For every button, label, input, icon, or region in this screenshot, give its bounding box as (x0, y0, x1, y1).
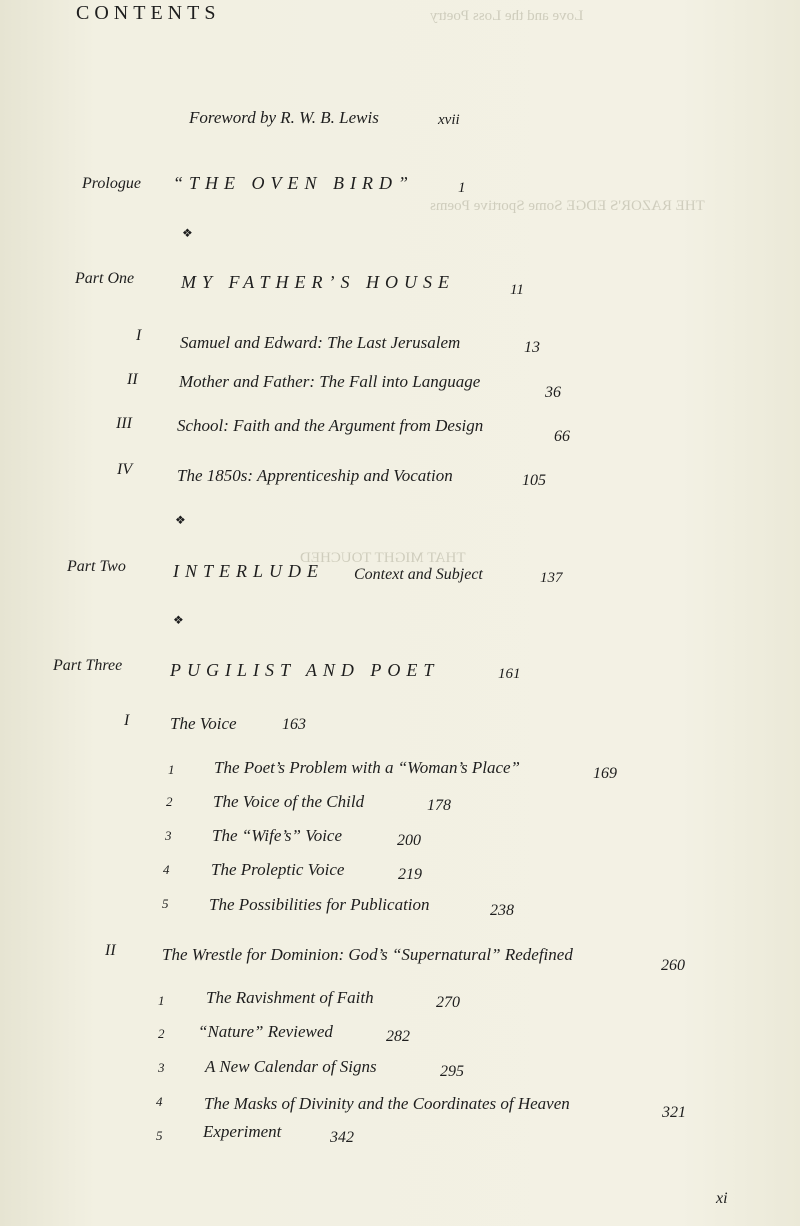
chapter-title: Mother and Father: The Fall into Language (179, 372, 481, 391)
section-page: 270 (436, 994, 460, 1011)
section-page: 321 (662, 1104, 686, 1121)
part-two-label: Part Two (67, 558, 126, 575)
section-title: The “Wife’s” Voice (212, 826, 343, 845)
section-ornament: ❖ (175, 513, 186, 527)
foreword-entry: Foreword by R. W. B. Lewis (189, 108, 379, 127)
section-page: 178 (427, 797, 451, 814)
prologue-label: Prologue (82, 175, 141, 192)
section-title: The Voice of the Child (213, 792, 365, 811)
part-two-subtitle: Context and Subject (354, 566, 483, 583)
section-number: 3 (165, 828, 172, 843)
chapter-number: I (124, 712, 130, 729)
section-title: A New Calendar of Signs (205, 1057, 377, 1076)
section-ornament: ❖ (182, 226, 193, 240)
chapter-title: The 1850s: Apprenticeship and Vocation (177, 466, 453, 485)
section-number: 3 (158, 1060, 165, 1075)
chapter-number: II (127, 371, 138, 388)
section-page: 342 (330, 1129, 354, 1146)
foreword-page: xvii (438, 112, 460, 128)
part-one-title: MY FATHER’S HOUSE (181, 272, 455, 292)
chapter-number: III (116, 415, 132, 432)
chapter-page: 13 (524, 339, 540, 356)
section-number: 2 (158, 1026, 165, 1041)
section-number: 5 (156, 1128, 163, 1143)
part-two-title: INTERLUDE (173, 561, 325, 581)
part-one-page: 11 (510, 282, 524, 298)
chapter-number: I (136, 327, 142, 344)
section-page: 238 (490, 902, 514, 919)
section-title: Experiment (203, 1122, 282, 1141)
chapter-number: IV (117, 461, 133, 478)
chapter-page: 36 (545, 384, 561, 401)
prologue-page: 1 (458, 180, 466, 196)
prologue-title: “THE OVEN BIRD” (173, 173, 415, 193)
chapter-title: Samuel and Edward: The Last Jerusalem (180, 333, 461, 352)
contents-heading: CONTENTS (76, 2, 221, 24)
section-title: The Proleptic Voice (211, 860, 345, 879)
part-one-label: Part One (75, 270, 135, 287)
bleed-through-text: THE RAZOR'S EDGE Some Sportive Poems (430, 198, 705, 214)
chapter-title: The Voice (170, 714, 237, 733)
section-title: The Possibilities for Publication (209, 895, 430, 914)
chapter-title: The Wrestle for Dominion: God’s “Supernatural” Redefined (162, 945, 573, 964)
chapter-page: 163 (282, 716, 306, 733)
part-two-page: 137 (540, 570, 563, 586)
section-number: 1 (168, 762, 175, 777)
chapter-page: 105 (522, 472, 546, 489)
section-page: 200 (397, 832, 421, 849)
bleed-through-text: THAT MIGHT TOUCHED (300, 550, 466, 566)
section-title: “Nature” Reviewed (198, 1022, 333, 1041)
section-number: 4 (163, 862, 170, 877)
chapter-page: 66 (554, 428, 570, 445)
section-page: 282 (386, 1028, 410, 1045)
section-title: The Poet’s Problem with a “Woman’s Place” (214, 758, 521, 777)
chapter-number: II (105, 942, 116, 959)
section-title: The Masks of Divinity and the Coordinates of Heaven (204, 1094, 570, 1113)
page-folio: xi (716, 1190, 728, 1207)
section-number: 1 (158, 993, 165, 1008)
section-number: 5 (162, 896, 169, 911)
section-number: 4 (156, 1094, 163, 1109)
part-three-title: PUGILIST AND POET (170, 660, 440, 680)
section-page: 219 (398, 866, 422, 883)
chapter-page: 260 (661, 957, 685, 974)
section-page: 295 (440, 1063, 464, 1080)
section-number: 2 (166, 794, 173, 809)
section-page: 169 (593, 765, 617, 782)
part-three-page: 161 (498, 666, 521, 682)
section-title: The Ravishment of Faith (206, 988, 374, 1007)
section-ornament: ❖ (173, 613, 184, 627)
bleed-through-text: Love and the Loss Poetry (430, 8, 584, 24)
part-three-label: Part Three (53, 657, 123, 674)
chapter-title: School: Faith and the Argument from Design (177, 416, 484, 435)
